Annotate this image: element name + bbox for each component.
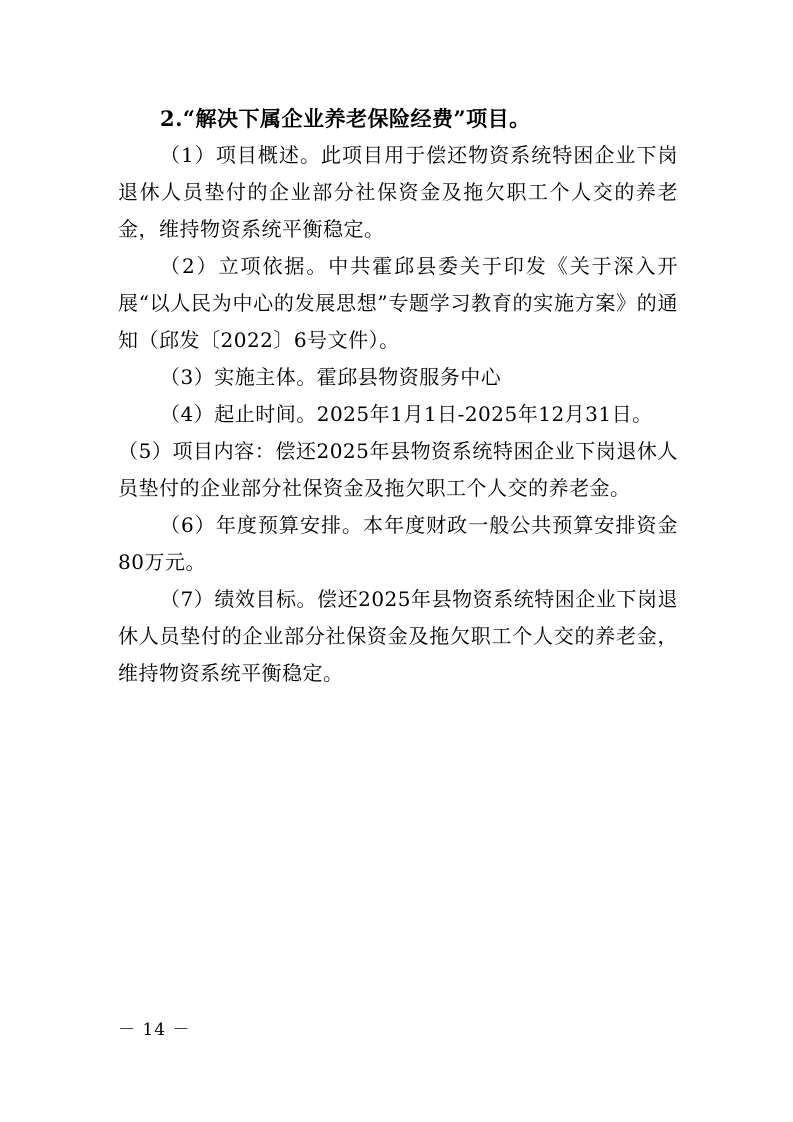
paragraph-annual-budget: （6）年度预算安排。本年度财政一般公共预算安排资金80万元。 <box>118 513 678 574</box>
paragraph-project-overview: （1）项目概述。此项目用于偿还物资系统特困企业下岗退休人员垫付的企业部分社保资金及拖欠职工个人交的养老金，维持物资系统平衡稳定。 <box>118 143 678 241</box>
paragraph-project-content: （5）项目内容：偿还2025年县物资系统特困企业下岗退休人员垫付的企业部分社保资金及拖欠职工个人交的养老金。 <box>118 439 678 500</box>
paragraph-performance-target: （7）绩效目标。偿还2025年县物资系统特困企业下岗退休人员垫付的企业部分社保资金及拖欠职工个人交的养老金，维持物资系统平衡稳定。 <box>118 587 678 685</box>
document-body <box>118 100 678 692</box>
section-heading: 2.“解决下属企业养老保险经费”项目。 <box>160 106 531 131</box>
paragraph-time-period: （4）起止时间。2025年1月1日-2025年12月31日。 <box>160 402 653 426</box>
page-number: － 14 － <box>118 1020 191 1040</box>
paragraph-project-basis: （2）立项依据。中共霍邱县委关于印发《关于深入开展“以人民为中心的发展思想”专题学习教育的实施方案》的通知（邱发〔2022〕6号文件）。 <box>118 254 678 352</box>
paragraph-implementing-entity: （3）实施主体。霍邱县物资服务中心 <box>160 365 502 389</box>
